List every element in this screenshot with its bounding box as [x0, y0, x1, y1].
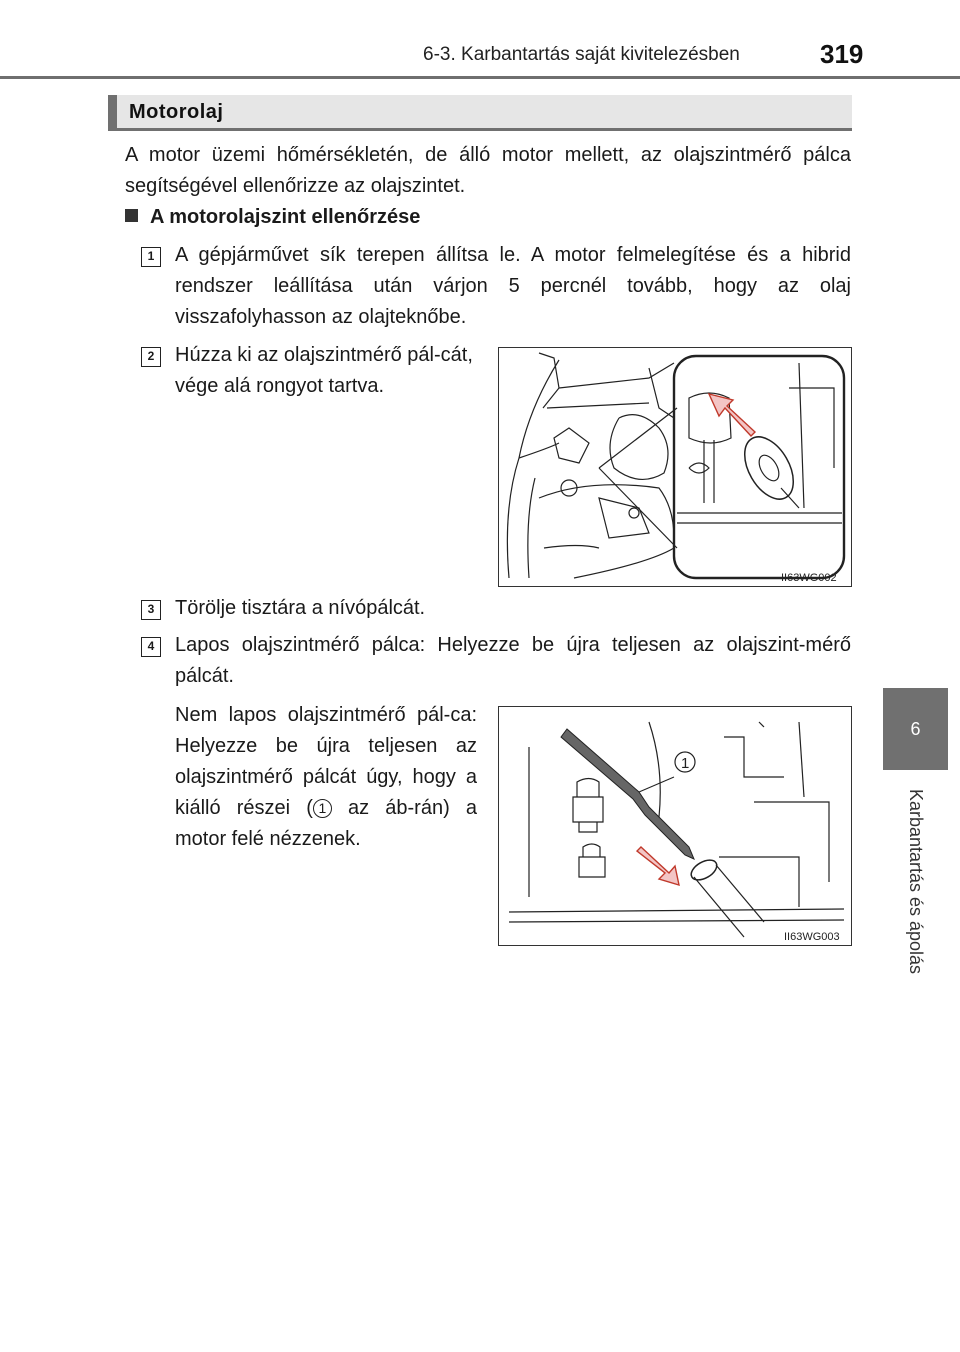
dipstick-insert-illustration: [499, 707, 853, 947]
engine-bay-illustration: [499, 348, 853, 588]
section-title: Motorolaj: [129, 101, 224, 123]
subsection-title: A motorolajszint ellenőrzése: [150, 206, 421, 228]
step-2-text: Húzza ki az olajszintmérő pál-cát, vége alá rongyot tartva.: [175, 344, 473, 397]
step-4-text: Lapos olajszintmérő pálca: Helyezze be újra teljesen az olajszint-mérő pálcát.: [175, 634, 851, 687]
callout-ref: 1: [313, 799, 332, 818]
running-header-section: 6-3. Karbantartás saját kivitelezésben: [423, 44, 740, 65]
subsection-heading: [125, 206, 420, 229]
chapter-title-vertical: [883, 775, 948, 987]
chapter-title: Karbantartás és ápolás: [906, 788, 926, 974]
step-3-number: 3: [141, 600, 161, 620]
step-2-number: 2: [141, 347, 161, 367]
figure-id-1: II63WG002: [781, 572, 837, 584]
step-4-note-after: az áb-rán) a motor felé nézzenek.: [175, 797, 478, 850]
header-rule: [0, 76, 960, 79]
dipstick-insert-figure: [498, 706, 852, 946]
section-title-bar: [108, 95, 852, 131]
chapter-tab[interactable]: 6: [883, 688, 948, 770]
square-bullet-icon: [125, 209, 138, 222]
step-1-number: 1: [141, 247, 161, 267]
step-4-note: [175, 700, 477, 855]
step-3-text: Törölje tisztára a nívópálcát.: [175, 597, 426, 619]
step-1-text: A gépjárművet sík terepen állítsa le. A motor felmelegítése és a hibrid rendszer leállítása után várjon 5 percnél tovább, hogy az olaj visszafolyhasson az olajteknőbe.: [175, 244, 851, 328]
figure-callout-1: 1: [681, 755, 690, 772]
intro-paragraph: A motor üzemi hőmérsékletén, de álló motor mellett, az olajszintmérő pálca segítségével ellenőrizze az olajszintet.: [125, 144, 851, 197]
figure-id-2: II63WG003: [784, 931, 840, 943]
engine-bay-figure: [498, 347, 852, 587]
step-4-note-before: Nem lapos olajszintmérő pál-ca: Helyezze be újra teljesen az olajszintmérő pálcát úgy, hogy a kiálló részei (: [175, 704, 477, 819]
step-4-number: 4: [141, 637, 161, 657]
page-number: 319: [820, 39, 864, 69]
